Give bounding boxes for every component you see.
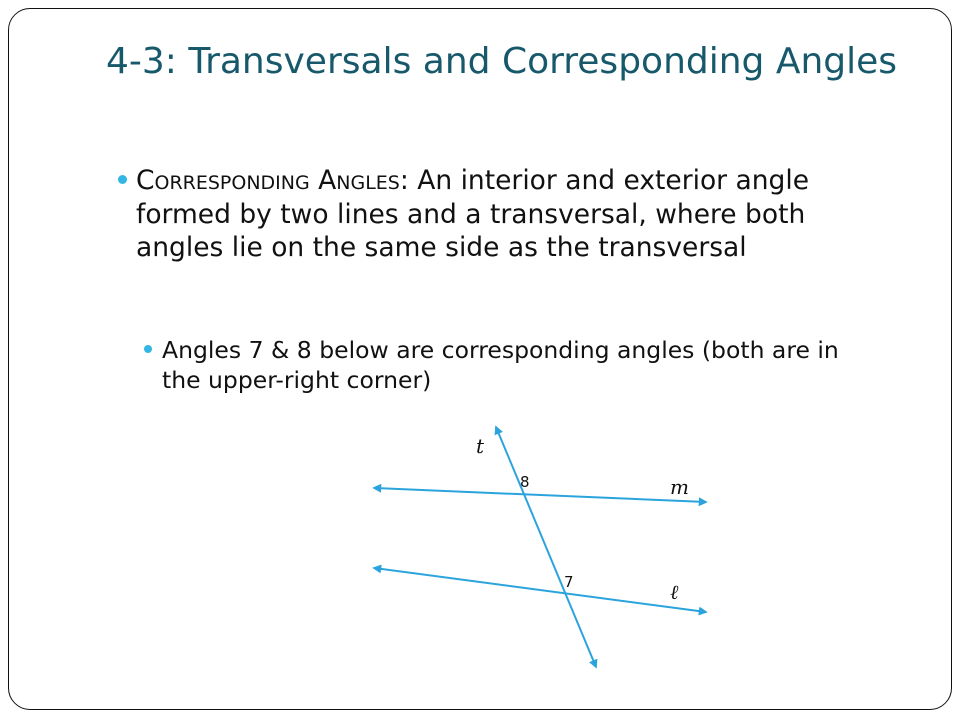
term-corresponding-angles: Corresponding Angles	[136, 165, 400, 196]
label-t: t	[476, 434, 485, 458]
slide-title: 4-3: Transversals and Corresponding Angles	[106, 41, 898, 82]
definition-text: : An interior and exterior angle formed by two lines and a transversal, where both angles lie on the same side as the transversal	[136, 165, 810, 263]
transversal-diagram	[360, 425, 720, 670]
sub-bullet-marker	[144, 345, 152, 353]
line-l	[374, 568, 706, 612]
transversal-t	[496, 427, 596, 667]
label-angle-7: 7	[564, 573, 574, 591]
label-l: ℓ	[670, 580, 679, 604]
bullet-marker	[118, 175, 127, 184]
bullet-definition	[136, 164, 876, 265]
line-m	[374, 488, 706, 502]
sub-bullet-example: Angles 7 & 8 below are corresponding angles (both are in the upper-right corner)	[162, 336, 839, 394]
label-m: m	[670, 475, 689, 499]
label-angle-8: 8	[520, 473, 530, 491]
